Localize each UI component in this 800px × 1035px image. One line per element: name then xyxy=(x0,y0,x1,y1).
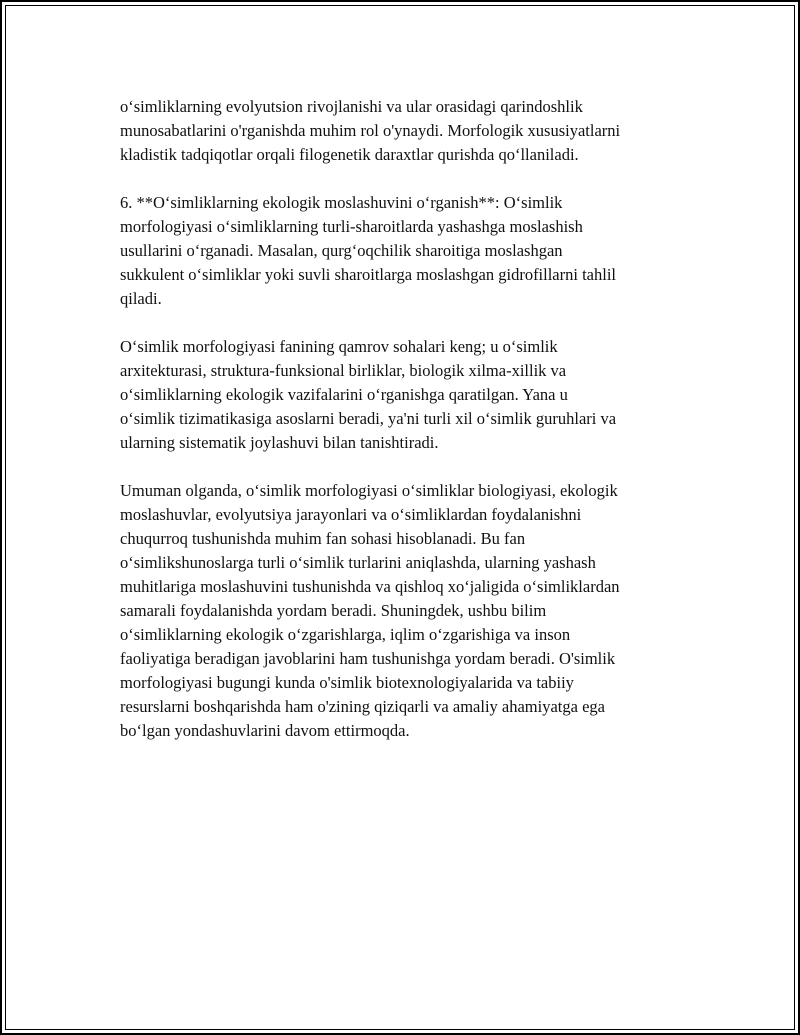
document-body xyxy=(120,95,686,767)
paragraph-conclusion: Umuman olganda, o‘simlik morfologiyasi o‘simliklar biologiyasi, ekologik moslashuvlar, evolyutsiya jarayonlari va o‘simliklardan foydalanishni chuqurroq tushunishda muhim fan sohasi hisoblanadi. Bu fan o‘simlikshunoslarga turli o‘simlik turlarini aniqlashda, ularning yashash muhitlariga moslashuvini tushunishda va qishloq xo‘jaligida o‘simliklardan samarali foydalanishda yordam beradi. Shuningdek, ushbu bilim o‘simliklarning ekologik o‘zgarishlarga, iqlim o‘zgarishiga va inson faoliyatiga beradigan javoblarini ham tushunishga yordam beradi. O'simlik morfologiyasi bugungi kunda o'simlik biotexnologiyalarida va tabiiy resurslarni boshqarishda ham o'zining qiziqarli va amaliy ahamiyatga ega bo‘lgan yondashuvlarini davom ettirmoqda. xyxy=(120,481,620,740)
paragraph-ecological-adaptation: 6. **O‘simliklarning ekologik moslashuvini o‘rganish**: O‘simlik morfologiyasi o‘simliklarning turli-sharoitlarda yashashga moslashish usullarini o‘rganadi. Masalan, qurg‘oqchilik sharoitiga moslashgan sukkulent o‘simliklar yoki suvli sharoitlarga moslashgan gidrofillarni tahlil qiladi. xyxy=(120,193,616,308)
paragraph-scope: O‘simlik morfologiyasi fanining qamrov sohalari keng; u o‘simlik arxitekturasi, struktura-funksional birliklar, biologik xilma-xillik va o‘simliklarning ekologik vazifalarini o‘rganishga qaratilgan. Yana u o‘simlik tizimatikasiga asoslarni beradi, ya'ni turli xil o‘simlik guruhlari va ularning sistematik joylashuvi bilan tanishtiradi. xyxy=(120,337,617,452)
paragraph-phylogeny: o‘simliklarning evolyutsion rivojlanishi va ular orasidagi qarindoshlik munosabatlarini o'rganishda muhim rol o'ynaydi. Morfologik xususiyatlarni kladistik tadqiqotlar orqali filogenetik daraxtlar qurishda qo‘llaniladi. xyxy=(120,97,621,164)
